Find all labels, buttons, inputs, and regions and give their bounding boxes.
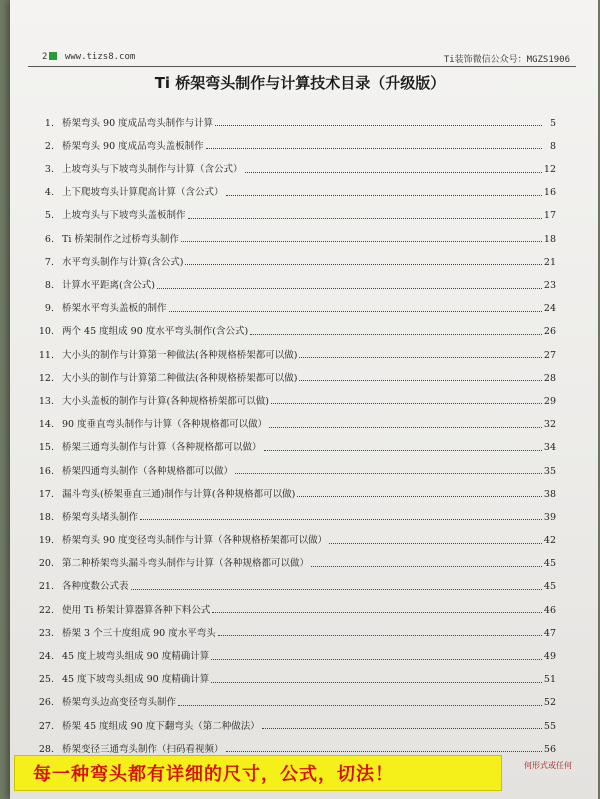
- toc-entry[interactable]: [36, 546, 556, 569]
- promo-banner: [14, 755, 502, 791]
- toc-title: 大小头盖板的制作与计算(各种规格桥架都可以做): [62, 395, 269, 407]
- toc-entry[interactable]: [36, 522, 556, 545]
- toc-entry[interactable]: [36, 731, 556, 754]
- toc-entry[interactable]: [36, 430, 556, 453]
- toc-page-number: 34: [543, 442, 556, 454]
- toc-page-number: 51: [543, 674, 556, 686]
- dot-leader: [218, 634, 542, 636]
- toc-entry[interactable]: [36, 291, 556, 314]
- toc-title: 上坡弯头与下坡弯头制作与计算（含公式）: [62, 164, 243, 176]
- toc-page-number: 23: [543, 280, 556, 291]
- header-divider: [28, 66, 576, 67]
- toc-page-number: 38: [543, 488, 556, 500]
- toc-number: 8.: [44, 280, 54, 291]
- toc-title: 上下爬坡弯头计算爬高计算（含公式）: [62, 187, 224, 199]
- toc-page-number: 42: [543, 535, 556, 547]
- footer-note: 何形式或任何: [524, 761, 572, 770]
- toc-title: 各种度数公式表: [62, 581, 129, 593]
- toc-number: 7.: [44, 256, 54, 268]
- toc-title: 桥架弯头 90 度变径弯头制作与计算（各种规格桥架都可以做）: [62, 535, 328, 547]
- toc-number: 25.: [38, 674, 54, 686]
- toc-number: 18.: [38, 511, 54, 523]
- toc-title: 90 度垂直弯头制作与计算（各种规格都可以做）: [62, 419, 268, 431]
- toc-page-number: 29: [543, 395, 556, 407]
- toc-number: 15.: [38, 442, 54, 454]
- toc-entry[interactable]: [36, 662, 556, 685]
- toc-number: 20.: [38, 558, 54, 570]
- page-number: 2: [42, 52, 48, 62]
- toc-number: 21.: [38, 581, 54, 593]
- toc-title: 45 度下坡弯头组成 90 度精确计算: [62, 674, 210, 686]
- toc-title: Ti 桥架制作之过桥弯头制作: [62, 233, 179, 245]
- dot-leader: [264, 449, 542, 451]
- toc-entry[interactable]: [36, 592, 556, 615]
- dot-leader: [178, 704, 542, 706]
- toc-number: 23.: [38, 627, 54, 639]
- toc-entry[interactable]: [36, 615, 556, 638]
- dot-leader: [297, 495, 542, 497]
- toc-page-number: 8: [549, 140, 556, 152]
- toc-number: 5.: [44, 210, 54, 222]
- toc-entry[interactable]: [36, 244, 556, 267]
- toc-title: 使用 Ti 桥架计算器算各种下料公式: [62, 604, 211, 616]
- toc-number: 9.: [44, 303, 54, 315]
- toc-entry[interactable]: [36, 221, 556, 244]
- dot-leader: [245, 171, 542, 173]
- toc-entry[interactable]: [36, 105, 556, 128]
- toc-number: 22.: [38, 604, 54, 616]
- toc-entry[interactable]: [36, 569, 556, 592]
- toc-page-number: 45: [543, 581, 556, 593]
- toc-entry[interactable]: [36, 476, 556, 499]
- toc-number: 24.: [38, 651, 54, 662]
- dot-leader: [262, 727, 542, 729]
- toc-number: 3.: [44, 164, 54, 176]
- banner-text: 每一种弯头都有详细的尺寸，公式，切法！: [33, 764, 394, 785]
- dot-leader: [269, 426, 542, 428]
- toc-number: 4.: [44, 187, 54, 199]
- toc-entry[interactable]: [36, 453, 556, 476]
- toc-title: 漏斗弯头(桥架垂直三通)制作与计算(各种规格都可以做): [62, 488, 296, 500]
- toc-entry[interactable]: [36, 499, 556, 522]
- toc-number: 14.: [38, 419, 54, 431]
- toc-entry[interactable]: [36, 175, 556, 198]
- dot-leader: [250, 333, 542, 335]
- logo-icon: [49, 52, 57, 60]
- toc-page-number: 18: [543, 233, 556, 245]
- table-of-contents: [36, 105, 556, 754]
- dot-leader: [271, 402, 542, 404]
- toc-title: 大小头的制作与计算第一种做法(各种规格桥架都可以做): [62, 349, 298, 361]
- page-header: [42, 50, 570, 66]
- toc-title: 桥架弯头堵头制作: [62, 511, 139, 523]
- toc-number: 10.: [38, 326, 54, 338]
- toc-page-number: 56: [543, 743, 556, 755]
- toc-number: 16.: [38, 465, 54, 477]
- toc-number: 28.: [38, 743, 54, 755]
- toc-number: 17.: [38, 488, 54, 500]
- toc-page-number: 45: [543, 558, 556, 570]
- toc-entry[interactable]: [36, 314, 556, 337]
- dot-leader: [299, 356, 541, 358]
- toc-page-number: 52: [543, 697, 556, 709]
- wechat-text: Ti装饰微信公众号：MGZS1906: [443, 55, 570, 65]
- toc-title: 大小头的制作与计算第二种做法(各种规格桥架都可以做): [62, 372, 298, 384]
- toc-entry[interactable]: [36, 337, 556, 360]
- toc-number: 6.: [44, 233, 54, 245]
- toc-title: 45 度上坡弯头组成 90 度精确计算: [62, 651, 210, 662]
- toc-number: 26.: [38, 697, 54, 709]
- dot-leader: [188, 217, 542, 219]
- dot-leader: [181, 240, 542, 242]
- toc-page-number: 21: [543, 256, 556, 268]
- toc-title: 第二种桥架弯头漏斗弯头制作与计算（各种规格都可以做）: [62, 558, 310, 570]
- website-text: www.tizs8.com: [64, 52, 136, 62]
- toc-entry[interactable]: [36, 198, 556, 221]
- toc-entry[interactable]: [36, 383, 556, 406]
- toc-entry[interactable]: [36, 360, 556, 383]
- dot-leader: [226, 194, 542, 196]
- toc-page-number: 49: [543, 651, 556, 662]
- toc-entry[interactable]: [36, 128, 556, 151]
- toc-page-number: 24: [543, 303, 556, 315]
- toc-title: 桥架 3 个三十度组成 90 度水平弯头: [62, 627, 216, 639]
- dot-leader: [169, 310, 542, 312]
- toc-entry[interactable]: [36, 638, 556, 661]
- toc-title: 桥架三通弯头制作与计算（各种规格都可以做）: [62, 442, 262, 454]
- dot-leader: [235, 472, 542, 474]
- toc-entry[interactable]: [36, 685, 556, 708]
- dot-leader: [329, 542, 542, 544]
- dot-leader: [185, 263, 541, 265]
- toc-title: 桥架四通弯头制作（各种规格都可以做）: [62, 465, 234, 477]
- toc-page-number: 32: [543, 419, 556, 431]
- toc-number: 11.: [38, 349, 54, 361]
- toc-page-number: 5: [549, 117, 556, 129]
- toc-number: 19.: [38, 535, 54, 547]
- dot-leader: [131, 588, 542, 590]
- dot-leader: [211, 681, 542, 683]
- dot-leader: [311, 565, 542, 567]
- toc-number: 2.: [44, 140, 54, 152]
- dot-leader: [211, 658, 542, 660]
- toc-title: 桥架弯头 90 度成品弯头制作与计算: [62, 117, 214, 129]
- toc-page-number: 17: [543, 210, 556, 222]
- toc-page-number: 47: [543, 627, 556, 639]
- dot-leader: [206, 147, 542, 149]
- toc-page-number: 55: [543, 720, 556, 732]
- toc-title: 桥架变径三通弯头制作（扫码看视频）: [62, 743, 224, 755]
- dot-leader: [299, 379, 541, 381]
- toc-page-number: 46: [543, 604, 556, 616]
- toc-entry[interactable]: [36, 151, 556, 174]
- toc-page-number: 35: [543, 465, 556, 477]
- dot-leader: [212, 611, 541, 613]
- toc-page-number: 28: [543, 372, 556, 384]
- toc-number: 27.: [38, 720, 54, 732]
- toc-title: 桥架 45 度组成 90 度下翻弯头（第二种做法）: [62, 720, 260, 732]
- toc-title: 两个 45 度组成 90 度水平弯头制作(含公式): [62, 326, 249, 338]
- toc-title: 水平弯头制作与计算(含公式): [62, 256, 184, 268]
- toc-entry[interactable]: [36, 406, 556, 429]
- toc-entry[interactable]: [36, 708, 556, 731]
- toc-number: 13.: [38, 395, 54, 407]
- toc-page-number: 16: [543, 187, 556, 199]
- toc-title: 桥架水平弯头盖板的制作: [62, 303, 167, 315]
- toc-number: 12.: [38, 372, 54, 384]
- toc-title: 桥架弯头 90 度成品弯头盖板制作: [62, 140, 204, 152]
- toc-page-number: 26: [543, 326, 556, 338]
- toc-page-number: 12: [543, 164, 556, 176]
- toc-page-number: 27: [543, 349, 556, 361]
- page-title: Ti 桥架弯头制作与计算技术目录（升级版）: [154, 74, 446, 92]
- toc-number: 1.: [44, 117, 54, 129]
- dot-leader: [140, 518, 542, 520]
- toc-title: 上坡弯头与下坡弯头盖板制作: [62, 210, 186, 222]
- toc-page-number: 39: [543, 511, 556, 523]
- dot-leader: [226, 750, 542, 752]
- dot-leader: [157, 287, 542, 289]
- toc-title: 计算水平距离(含公式): [62, 280, 155, 291]
- dot-leader: [215, 124, 542, 126]
- toc-title: 桥架弯头边高变径弯头制作: [62, 697, 177, 709]
- toc-entry[interactable]: [36, 267, 556, 290]
